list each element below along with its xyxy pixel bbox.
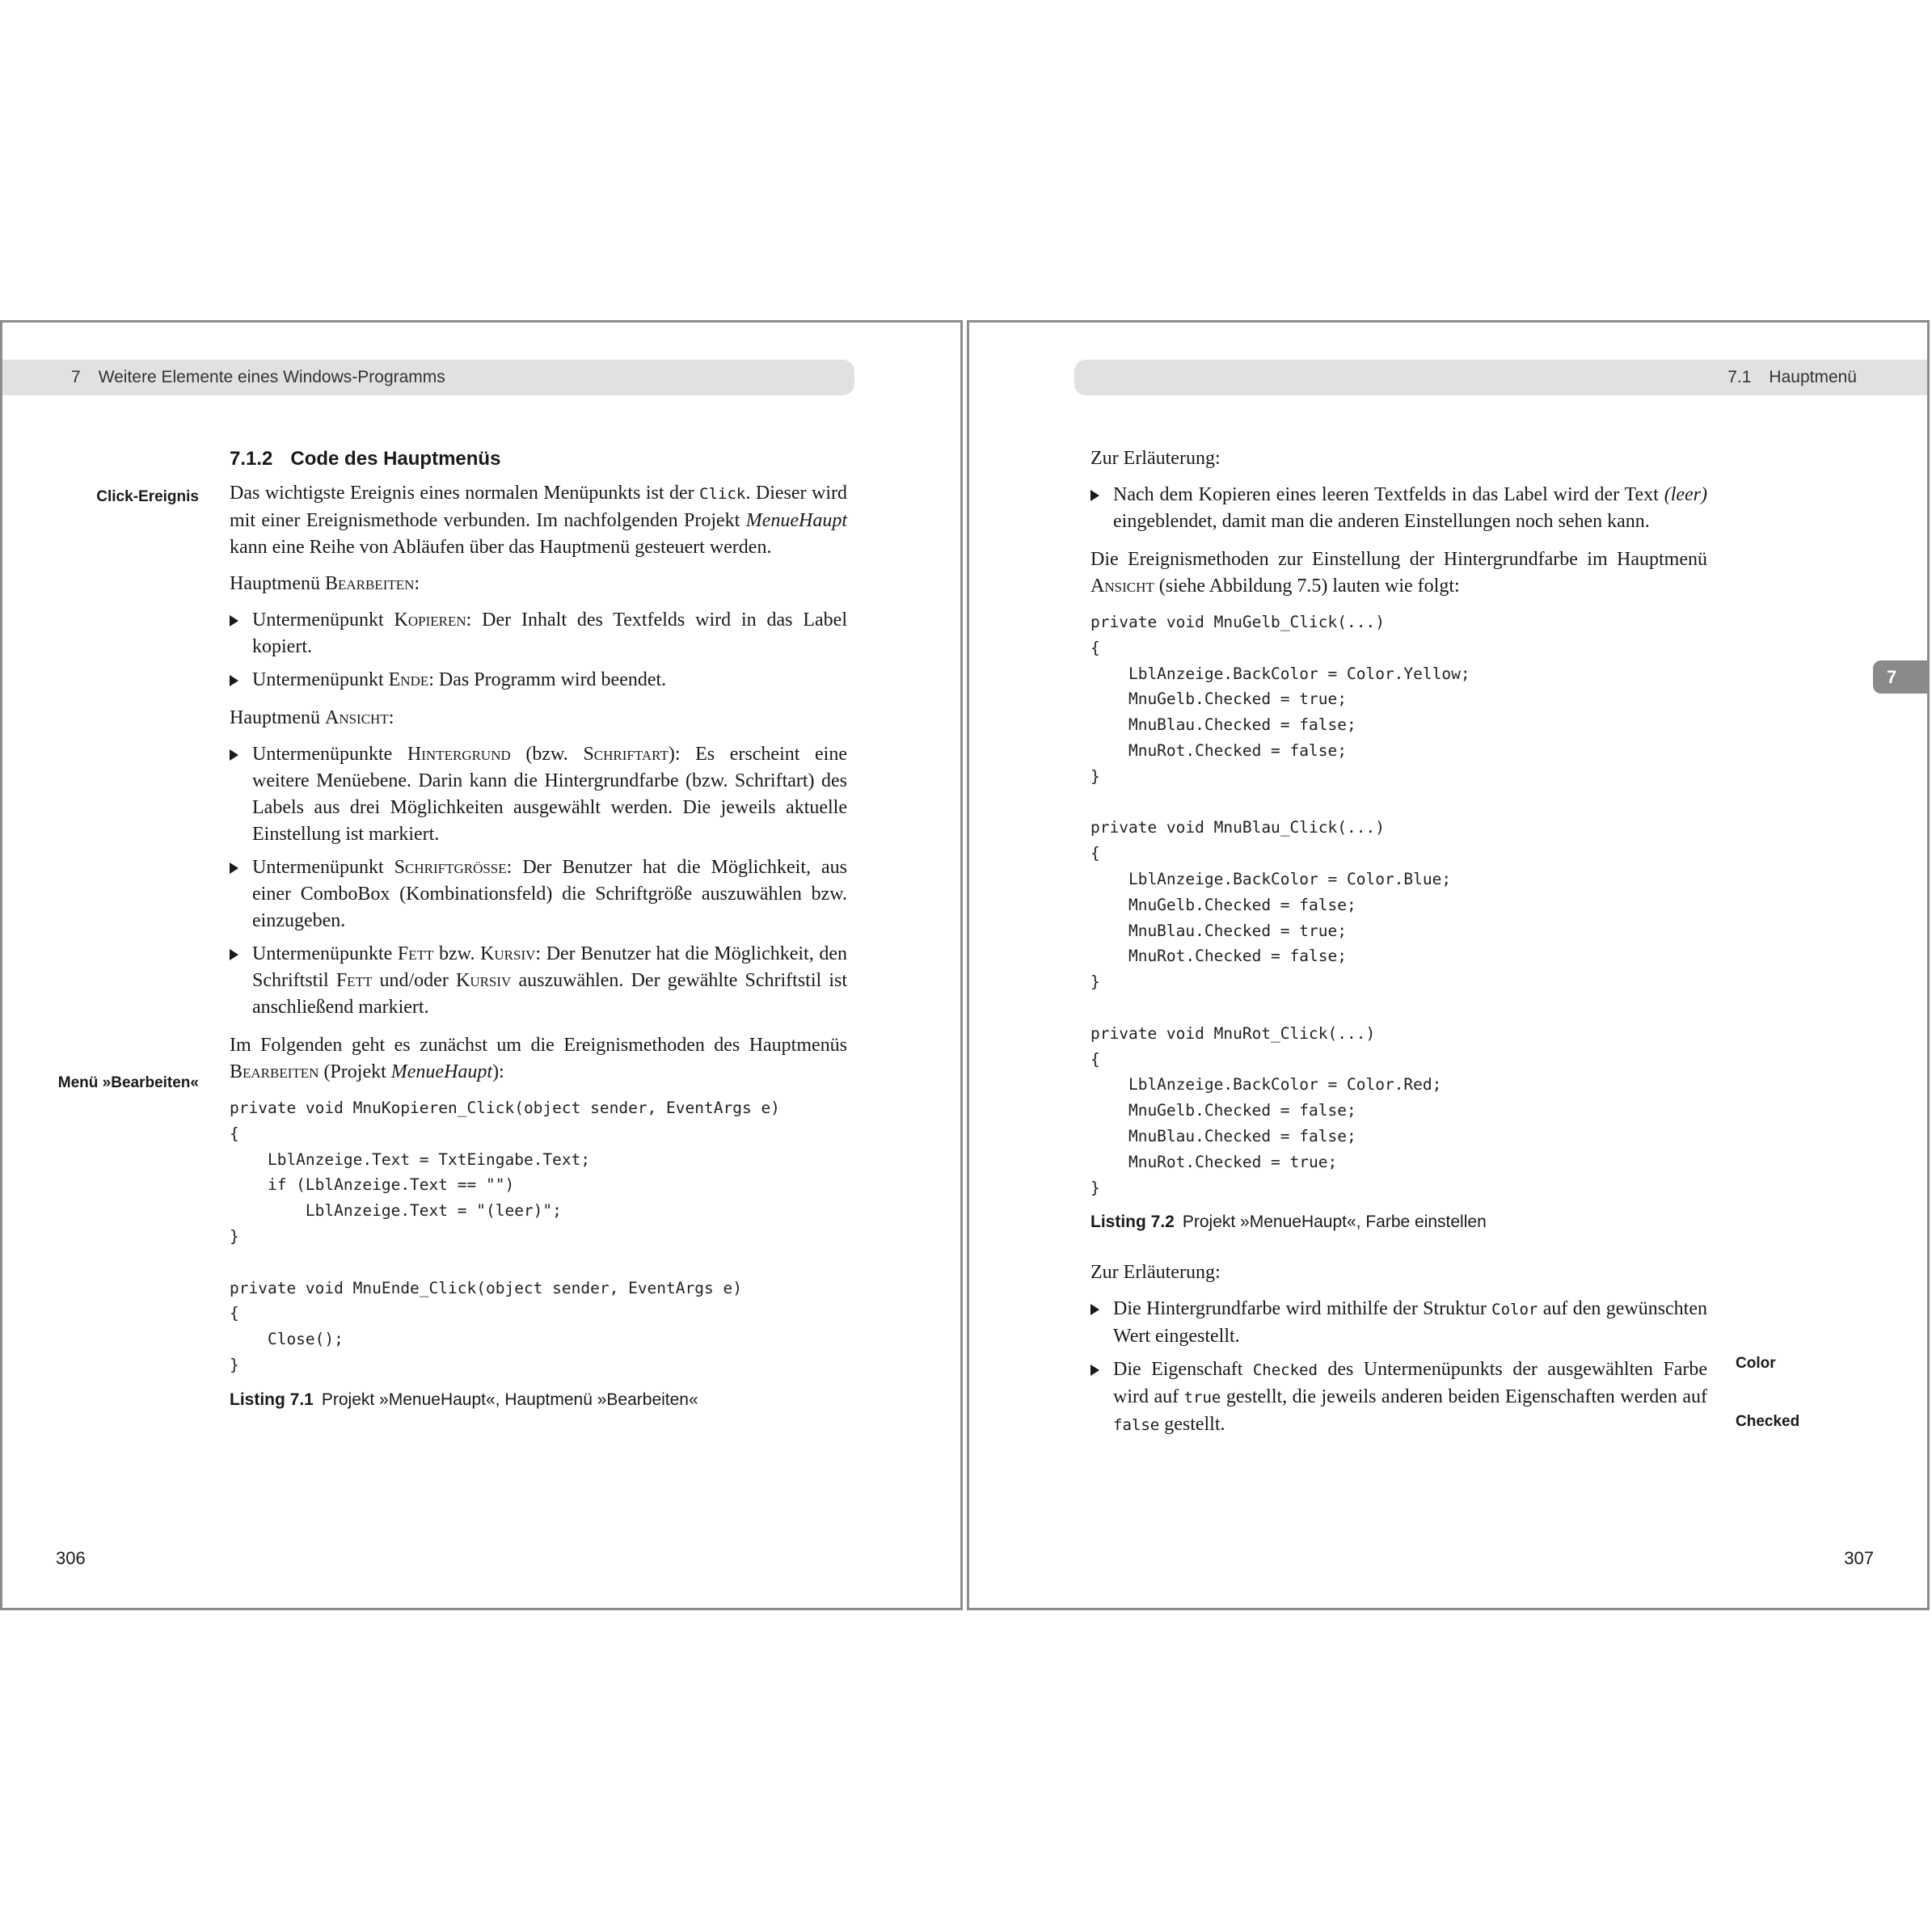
erlaeuterung-list-2 xyxy=(1090,1296,1707,1439)
bearbeiten-list xyxy=(230,607,847,694)
section-title: Hauptmenü xyxy=(1769,368,1857,386)
left-body xyxy=(230,445,847,1437)
erlaeuterung-heading-2: Zur Erläuterung: xyxy=(1090,1262,1221,1284)
section-number: 7.1 xyxy=(1727,368,1752,386)
margin-note-click-ereignis: Click-Ereignis xyxy=(96,488,199,505)
ansicht-list xyxy=(230,741,847,1021)
list-item: Untermenüpunkt Kopieren: Der Inhalt des Textfelds wird in das Label kopiert. xyxy=(230,607,847,660)
list-item: Untermenüpunkte Hintergrund (bzw. Schriftart): Es erscheint eine weitere Menüebene. Darin kann die Hintergrundfarbe (bzw. Schriftart) des Labels aus drei Möglichkeiten ausgewählt werden. Die jeweils aktuelle Einstellung ist markiert. xyxy=(230,741,847,848)
intro-paragraph: Das wichtigste Ereignis eines normalen Menüpunkts ist der Click. Dieser wird mit einer Ereignismethode verbunden. Im nachfolgenden Projekt MenueHaupt kann eine Reihe von Abläufen über das Hauptmenü gesteuert werden. xyxy=(230,483,847,558)
list-item: Untermenüpunkte Fett bzw. Kursiv: Der Benutzer hat die Möglichkeit, den Schriftstil Fett und/oder Kursiv auszuwählen. Der gewählte Schriftstil ist anschließend markiert. xyxy=(230,941,847,1021)
section-number: 7.1.2 xyxy=(230,448,273,470)
margin-note-checked: Checked xyxy=(1736,1413,1800,1430)
list-item: Die Eigenschaft Checked des Untermenüpunkts der ausgewählten Farbe wird auf true gestellt, die jeweils anderen beiden Eigenschaften werden auf false gestellt. xyxy=(1090,1356,1707,1439)
code-listing-7-2: private void MnuGelb_Click(...) { LblAnzeige.BackColor = Color.Yellow; MnuGelb.Checked = true; MnuBlau.Checked = false; MnuRot.Checked = false; } private void MnuBlau_Click(...) { LblAnzeige.BackColor = Color.Blue; MnuGelb.Checked = false; MnuBlau.Checked = true; MnuRot.Checked = false; } private void MnuRot_Click(...) { LblAnzeige.BackColor = Color.Red; MnuGelb.Checked = false; MnuBlau.Checked = false; MnuRot.Checked = true; } xyxy=(1090,613,1470,1197)
list-item: Untermenüpunkt Ende: Das Programm wird beendet. xyxy=(230,667,847,694)
left-running-header xyxy=(2,360,854,395)
chapter-thumb-tab: 7 xyxy=(1873,660,1927,694)
ansicht-heading: Hauptmenü Ansicht: xyxy=(230,707,394,728)
page-number: 307 xyxy=(1844,1548,1874,1568)
section-heading xyxy=(230,445,847,472)
page-number: 306 xyxy=(56,1548,86,1568)
list-item: Nach dem Kopieren eines leeren Textfelds in das Label wird der Text (leer) eingeblendet, damit man die anderen Einstellungen noch sehen kann. xyxy=(1090,482,1707,535)
list-item: Die Hintergrundfarbe wird mithilfe der Struktur Color auf den gewünschten Wert eingestellt. xyxy=(1090,1296,1707,1350)
listing-caption: Listing 7.1 Projekt »MenueHaupt«, Hauptmenü »Bearbeiten« xyxy=(230,1390,698,1409)
inline-code: Click xyxy=(699,485,746,503)
erlaeuterung-list xyxy=(1090,482,1707,535)
listing-caption: Listing 7.2 Projekt »MenueHaupt«, Farbe einstellen xyxy=(1090,1213,1487,1232)
list-item: Untermenüpunkt Schriftgrösse: Der Benutzer hat die Möglichkeit, aus einer ComboBox (Kombinationsfeld) die Schriftgröße auszuwählen bzw. einzugeben. xyxy=(230,854,847,934)
left-page xyxy=(0,320,963,1610)
folgenden-paragraph: Im Folgenden geht es zunächst um die Ereignismethoden des Hauptmenüs Bearbeiten (Projekt MenueHaupt): xyxy=(230,1035,847,1082)
erlaeuterung-heading: Zur Erläuterung: xyxy=(1090,448,1221,469)
margin-note-color: Color xyxy=(1736,1355,1776,1372)
chapter-number: 7 xyxy=(71,368,81,386)
chapter-title: Weitere Elemente eines Windows-Programms xyxy=(98,368,445,386)
section-title: Code des Hauptmenüs xyxy=(290,448,501,470)
bearbeiten-heading: Hauptmenü Bearbeiten: xyxy=(230,573,420,594)
right-body xyxy=(1090,445,1707,1450)
right-running-header xyxy=(1074,360,1927,395)
right-page xyxy=(967,320,1930,1610)
margin-note-menue-bearbeiten: Menü »Bearbeiten« xyxy=(57,1074,199,1091)
code-listing-7-1: private void MnuKopieren_Click(object sender, EventArgs e) { LblAnzeige.Text = TxtEingabe.Text; if (LblAnzeige.Text == "") LblAnzeige.Text = "(leer)"; } private void MnuEnde_Click(object sender, EventArgs e) { Close(); } xyxy=(230,1099,780,1374)
ansicht-paragraph: Die Ereignismethoden zur Einstellung der Hintergrundfarbe im Hauptmenü Ansicht (siehe Abbildung 7.5) lauten wie folgt: xyxy=(1090,549,1707,597)
